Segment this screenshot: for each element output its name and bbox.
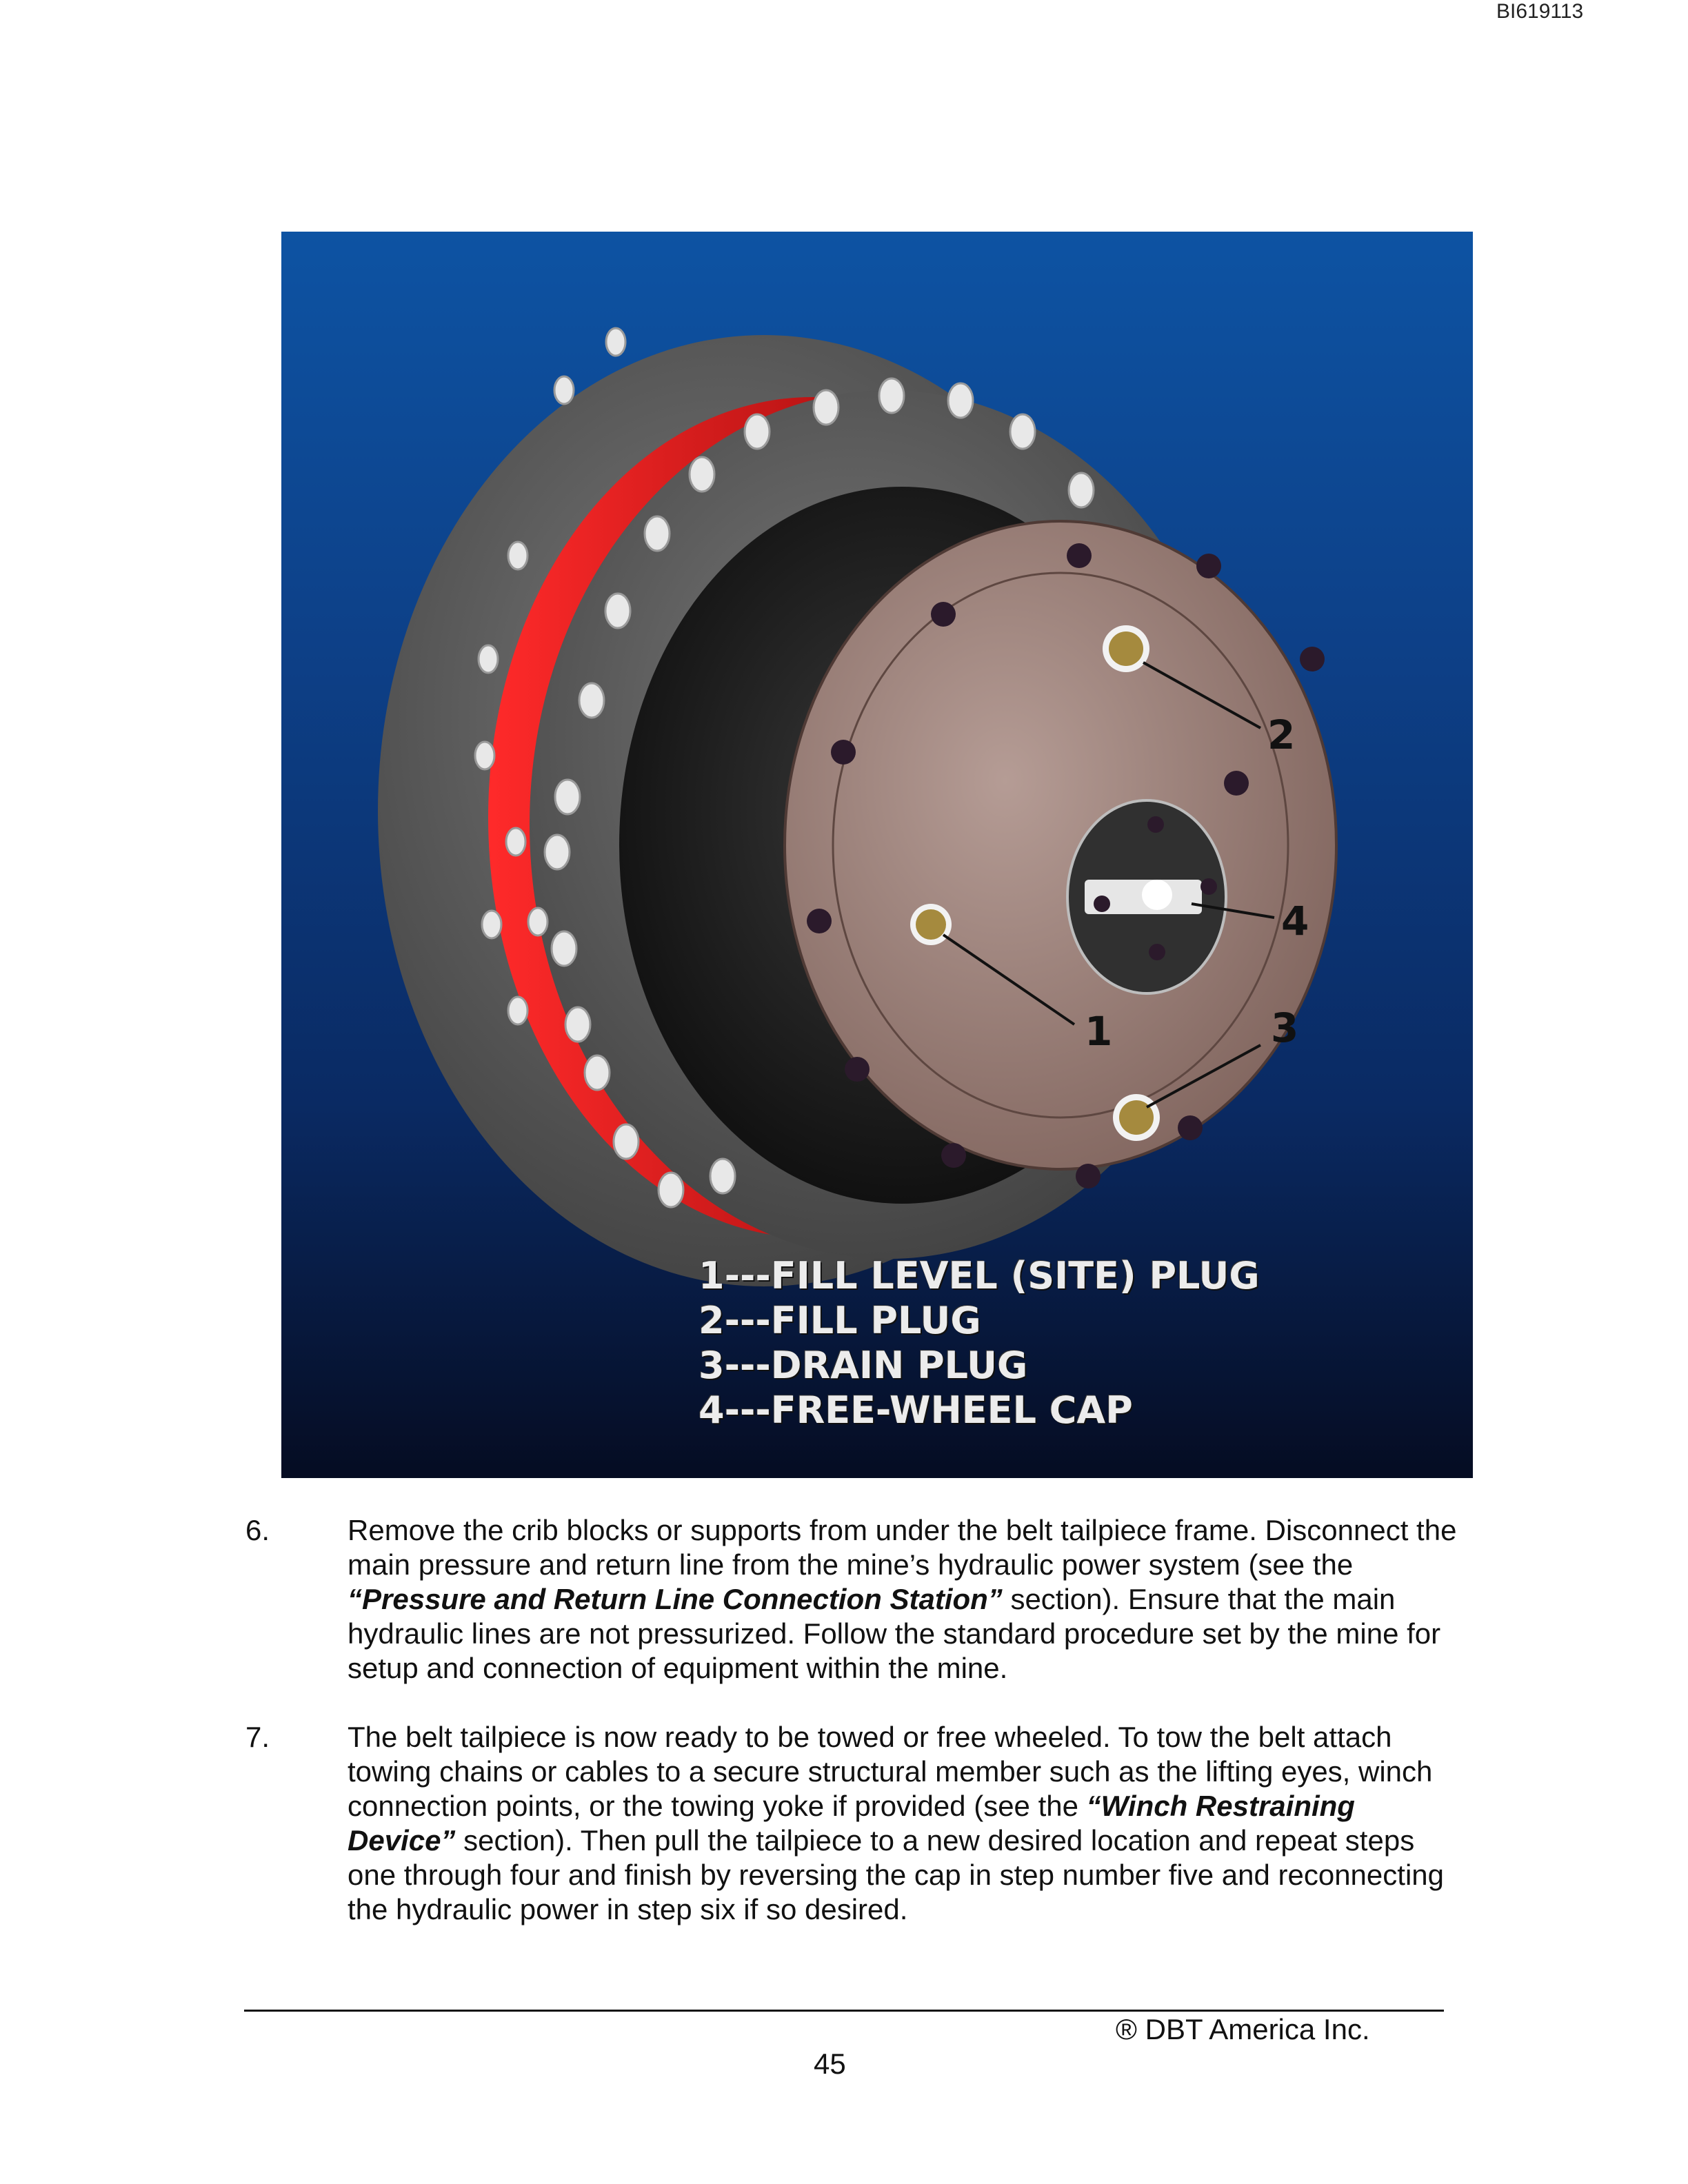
procedure-steps xyxy=(245,1513,1459,1961)
footer-copyright: ® DBT America Inc. xyxy=(1116,2013,1370,2045)
step-number: 6. xyxy=(245,1514,270,1546)
step-text: Remove the crib blocks or supports from under the belt tailpiece frame. Disconnect the main pressure and return line from the mine’s hydraulic power system (see the “Pressure and Return Line Connection Station” section). Ensure that the main hydraulic lines are not pressurized. Follow the standard procedure set by the mine for setup and connection of equipment within the mine. xyxy=(348,1514,1457,1684)
step-number: 7. xyxy=(245,1721,270,1753)
fill-level-plug xyxy=(910,904,952,945)
legend-item: 2---FILL PLUG xyxy=(699,1299,981,1342)
legend-item: 1---FILL LEVEL (SITE) PLUG xyxy=(699,1254,1260,1297)
step-6 xyxy=(245,1513,1459,1686)
step-text: The belt tailpiece is now ready to be towed or free wheeled. To tow the belt attach towing chains or cables to a secure structural member such as the lifting eyes, winch connection points, or the towing yoke if provided (see the “Winch Restraining Device” section). Then pull the tailpiece to a new desired location and repeat steps one through four and finish by reversing the cap in step number five and reconnecting the hydraulic power in step six if so desired. xyxy=(348,1721,1444,1925)
callout-2: 2 xyxy=(1267,711,1296,758)
hub-figure xyxy=(281,232,1473,1478)
legend-item: 3---DRAIN PLUG xyxy=(699,1344,1028,1387)
legend-item: 4---FREE-WHEEL CAP xyxy=(699,1388,1133,1432)
callout-3: 3 xyxy=(1271,1004,1299,1051)
drain-plug xyxy=(1113,1094,1160,1141)
callout-1: 1 xyxy=(1085,1008,1113,1055)
fill-plug xyxy=(1103,625,1149,672)
callout-4: 4 xyxy=(1281,898,1309,944)
page-number: 45 xyxy=(814,2048,846,2080)
section-reference: “Winch Restraining Device” xyxy=(348,1790,1355,1857)
figure-legend xyxy=(699,1253,1388,1433)
footer-rule xyxy=(244,2010,1444,2012)
section-reference: “Pressure and Return Line Connection Station” xyxy=(348,1583,1003,1615)
step-7 xyxy=(245,1720,1459,1927)
free-wheel-cap xyxy=(1067,800,1226,993)
document-id: BI619113 xyxy=(1496,0,1584,23)
